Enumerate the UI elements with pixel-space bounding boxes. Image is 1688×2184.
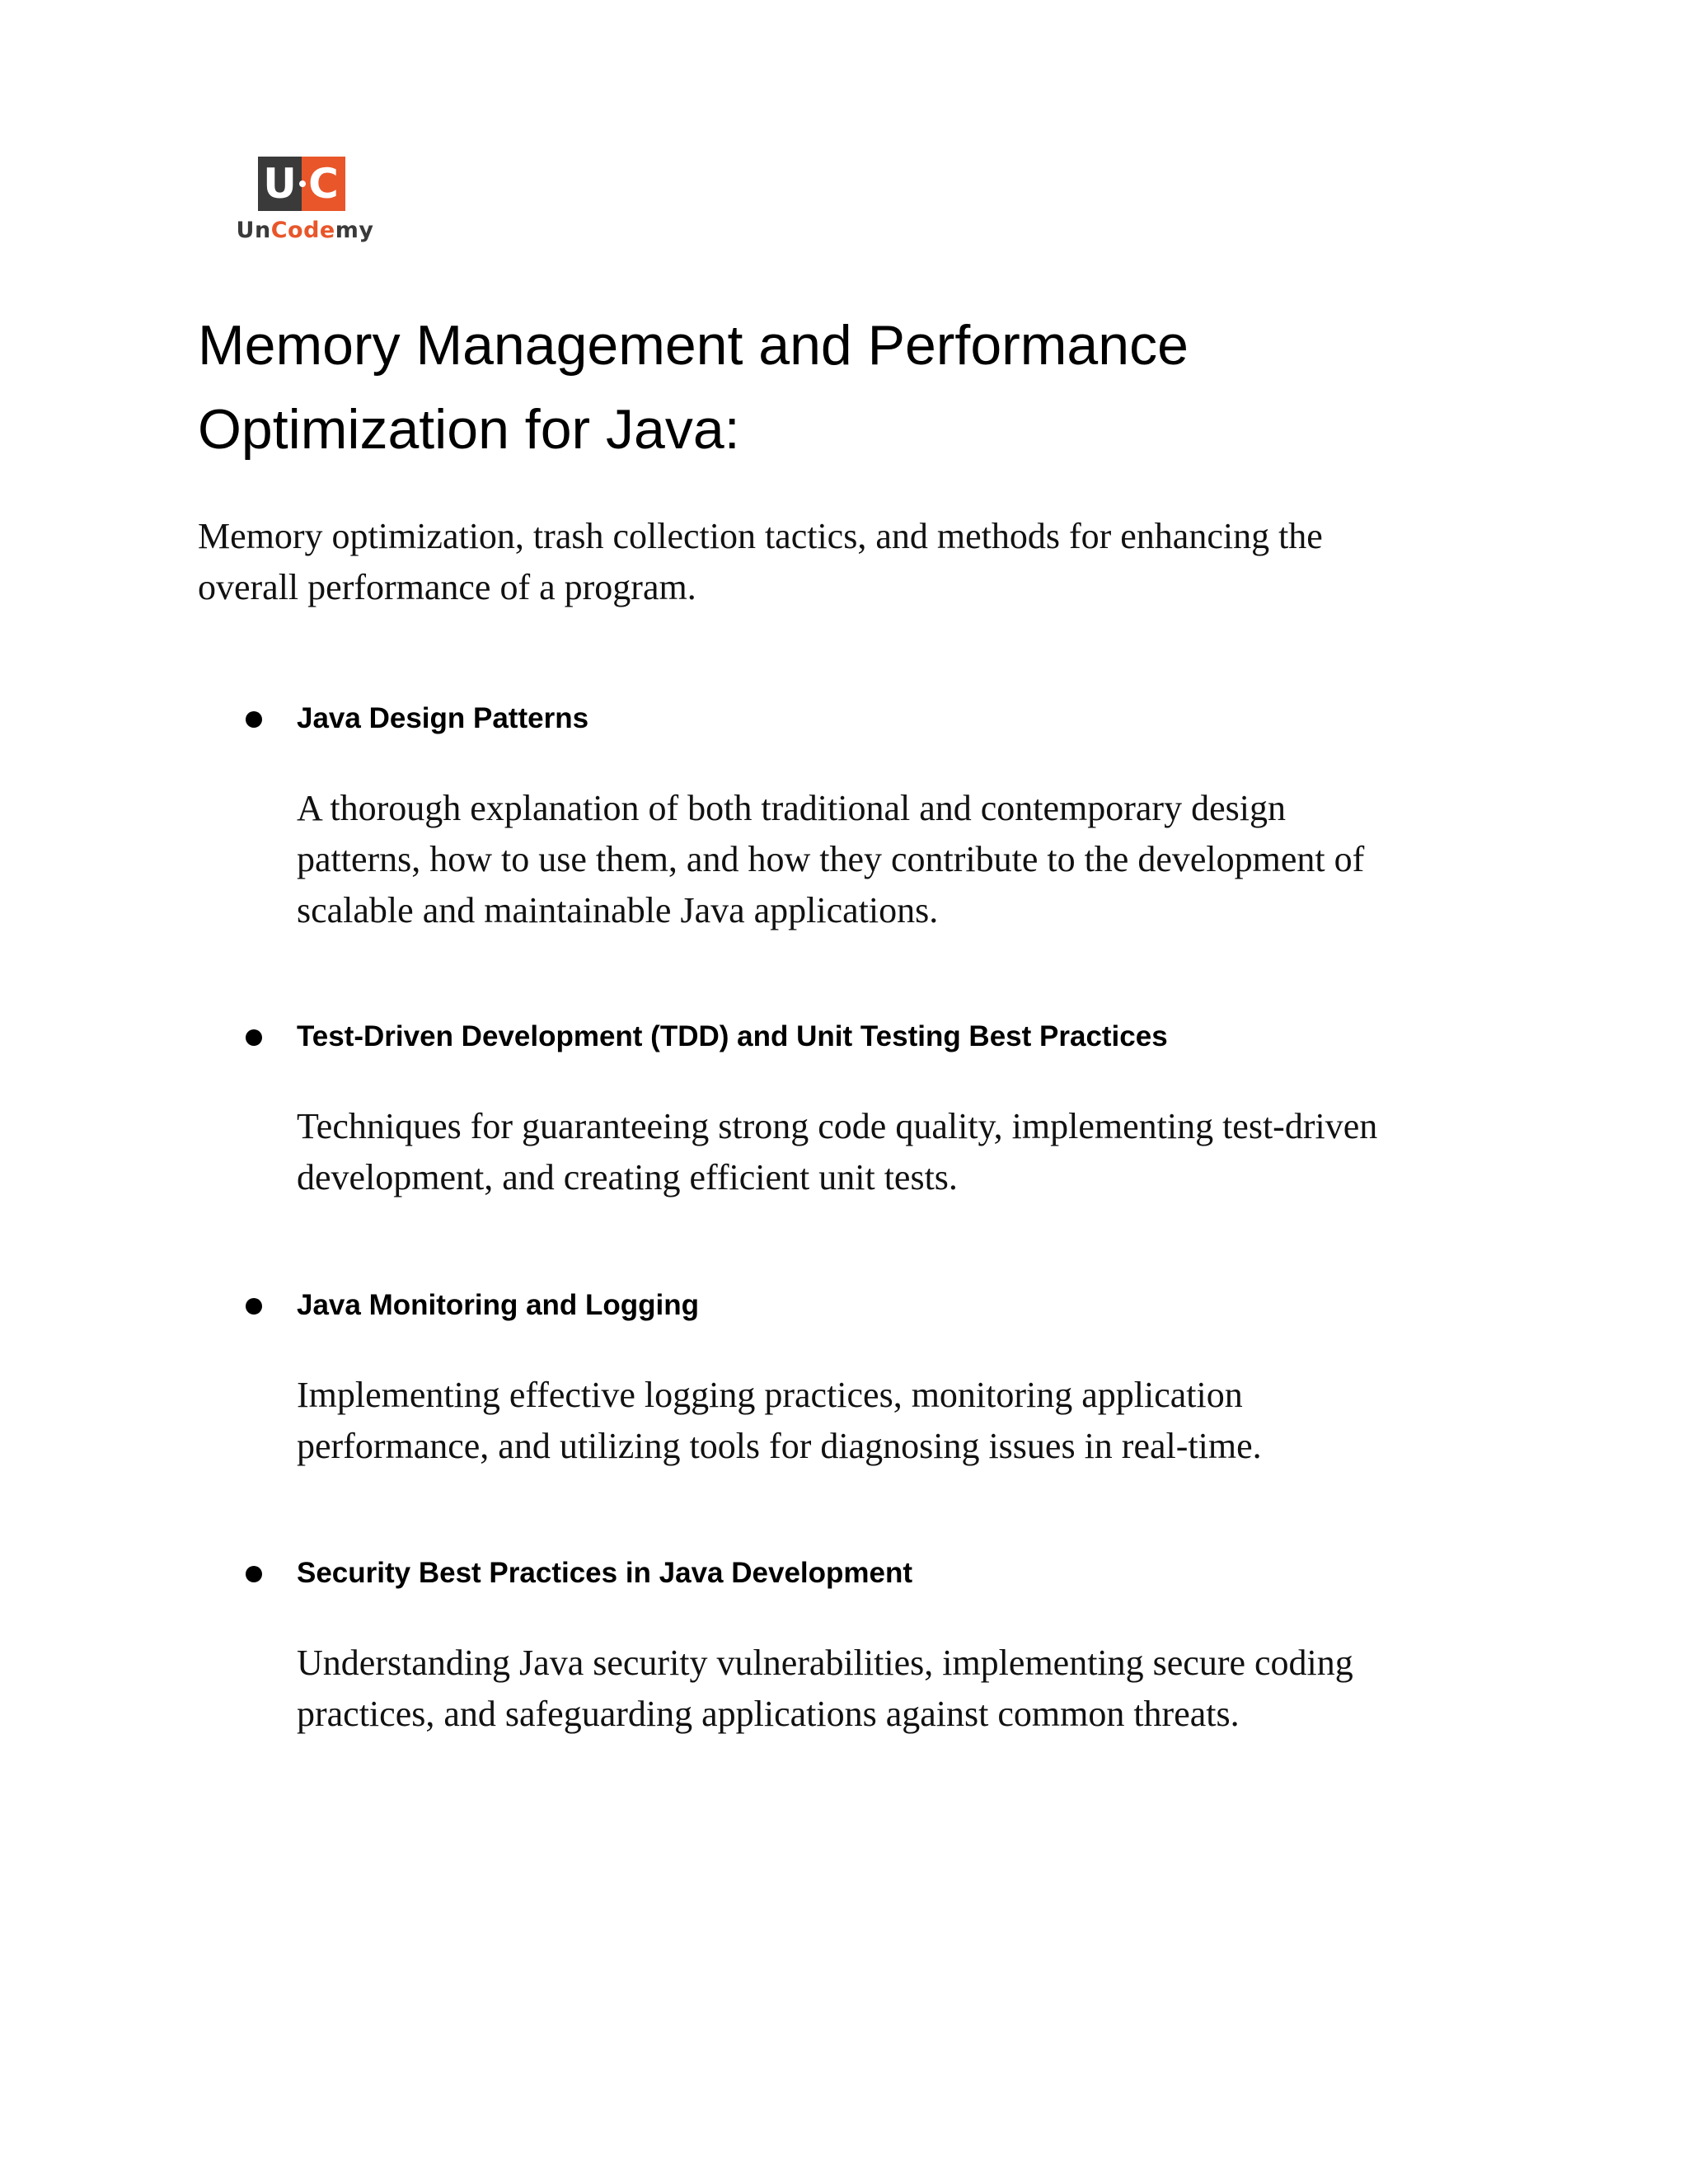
- description-line: Understanding Java security vulnerabilities, implementing secure coding: [297, 1643, 1353, 1683]
- section-description: [297, 1638, 1353, 1740]
- section-heading: Java Monitoring and Logging: [297, 1289, 700, 1321]
- section-description: [297, 1101, 1377, 1203]
- description-line: scalable and maintainable Java applications.: [297, 890, 939, 930]
- description-line: patterns, how to use them, and how they contribute to the development of: [297, 839, 1365, 879]
- section-description: [297, 1370, 1262, 1472]
- description-line: development, and creating efficient unit tests.: [297, 1157, 958, 1197]
- intro-paragraph: [198, 511, 1484, 613]
- intro-line-1: Memory optimization, trash collection tactics, and methods for enhancing the: [198, 516, 1323, 556]
- intro-line-2: overall performance of a program.: [198, 567, 696, 607]
- description-line: performance, and utilizing tools for diagnosing issues in real-time.: [297, 1426, 1262, 1466]
- logo-word-un: Un: [236, 218, 271, 243]
- bullet-icon: [246, 1029, 262, 1046]
- logo-word-my: my: [335, 218, 374, 243]
- bullet-icon: [246, 1566, 262, 1582]
- description-line: A thorough explanation of both traditional and contemporary design: [297, 788, 1286, 828]
- section-description: [297, 783, 1364, 936]
- bullet-icon: [246, 1298, 262, 1315]
- logo-dot: [299, 180, 306, 187]
- uncodemy-logo: [231, 157, 379, 247]
- page-title: [198, 303, 1484, 471]
- bullet-icon: [246, 711, 262, 728]
- description-line: Techniques for guaranteeing strong code quality, implementing test-driven: [297, 1106, 1378, 1146]
- section-heading: Java Design Patterns: [297, 702, 589, 734]
- logo-mark-u: U: [258, 157, 302, 211]
- page-title-line-1: Memory Management and Performance: [198, 314, 1189, 377]
- logo-mark-c: C: [302, 157, 345, 211]
- description-line: Implementing effective logging practices, monitoring application: [297, 1375, 1243, 1415]
- page-title-line-2: Optimization for Java:: [198, 398, 740, 461]
- logo-mark: [258, 157, 345, 211]
- logo-wordmark: [231, 218, 379, 243]
- description-line: practices, and safeguarding applications against common threats.: [297, 1694, 1240, 1734]
- section-heading: Test-Driven Development (TDD) and Unit Testing Best Practices: [297, 1020, 1168, 1052]
- logo-word-code: Code: [270, 218, 335, 243]
- section-heading: Security Best Practices in Java Development: [297, 1557, 913, 1589]
